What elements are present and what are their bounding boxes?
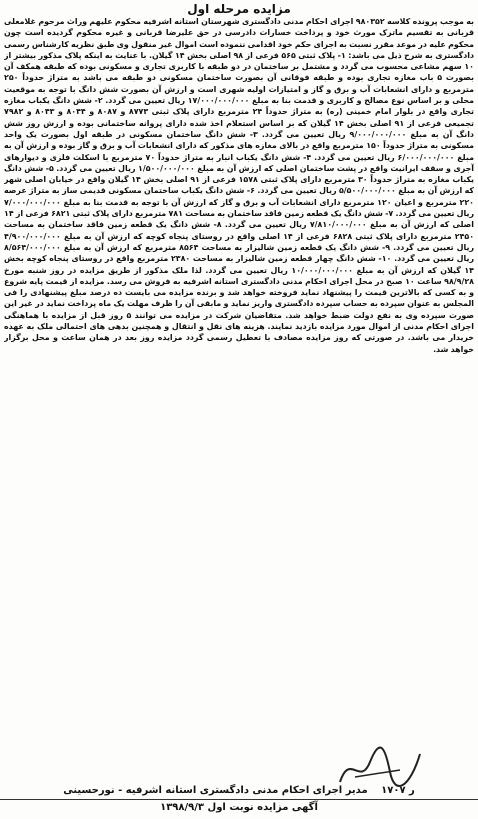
office-signatory: مدیر اجرای احکام مدنی دادگستری استانه اشرفیه - نورحسینی [63, 785, 368, 796]
notice-title: مزایده مرحله اول [187, 2, 291, 16]
notice-body: به موجب پرونده کلاسه ۹۸۰۳۵۲ اجرای احکام مدنی دادگستری شهرستان استانه اشرفیه محکوم علیهم وراث مرحوم غلامعلی قربانی به تقسیم ماترک مورث خود و پرداخت خسارات دادرسی در حق علیرضا قربانی و غیره محکوم گردیده است چون محکوم علیه در موعد مقرر نسبت به اجرای حکم خود اقدامی ننموده است اموال غیر منقول وی طبق نظریه کارشناس رسمی دادگستری به شرح ذیل می باشد: ۱- پلاک ثبتی ۵۶۵ فرعی از ۹۸ اصلی بخش ۱۴ گیلان. با عنایت به اینکه پلاک مذکور بیشتر از ۱۰ سهم مشاعی محسوب می گردد و مشتمل بر ساختمان در دو طبقه با کاربری تجاری و مسکونی بوده که طبقه همکف آن بصورت ۵ باب مغازه تجاری بوده و طبقه فوقانی آن بصورت ساختمان مسکونی دو طبقه می باشد به متراژ حدوداً ۲۵۰ مترمربع و دارای انشعابات آب و برق و گاز و امتیازات اولیه شهری است و ارزش آن بصورت شش دانگ با توجه به موقعیت محلی و بر اساس نوع مصالح و کاربری و قدمت بنا به مبلغ ۱۷/۰۰۰/۰۰۰/۰۰۰ ریال تعیین می گردد. ۲- شش دانگ یکباب مغازه تجاری واقع در بلوار امام خمینی (ره) به متراژ حدوداً ۲۴ مترمربع دارای پلاک ثبتی ۸۷۷۳ و ۸۰۸۷ و ۸۰۴۴ و ۸۰۴۳ و ۷۹۸۲ تجمیعی فرعی از ۹۱ اصلی بخش ۱۴ گیلان که بر اساس استعلام اخذ شده دارای پروانه ساختمانی بوده و ارزش روز شش دانگ آن به مبلغ ۹/۰۰۰/۰۰۰/۰۰۰ ریال تعیین می گردد. ۳- شش دانگ ساختمان مسکونی در طبقه اول بصورت یک واحد مسکونی به متراژ حدوداً ۱۵۰ مترمربع واقع در بالای مغازه های مذکور که دارای انشعابات آب و برق و گاز بوده و ارزش آن به مبلغ ۶/۰۰۰/۰۰۰/۰۰۰ ریال تعیین می گردد. ۴- شش دانگ یکباب انبار به متراژ حدوداً ۷۰ مترمربع با اسکلت فلزی و دیوارهای آجری و سقف ایرانیت واقع در پشت ساختمان اصلی که ارزش آن به مبلغ ۱/۵۰۰/۰۰۰/۰۰۰ ریال تعیین می گردد. ۵- شش دانگ یکباب مغازه به متراژ حدوداً ۳۰ مترمربع دارای پلاک ثبتی ۱۵۷۸ فرعی از ۹۱ اصلی بخش ۱۴ گیلان واقع در خیابان اصلی شهر که ارزش آن به مبلغ ۵/۵۰۰/۰۰۰/۰۰۰ ریال تعیین می گردد. ۶- شش دانگ یکباب ساختمان مسکونی قدیمی ساز به متراژ عرصه ۲۲۰ مترمربع و اعیان ۱۲۰ مترمربع دارای انشعابات آب و برق و گاز که ارزش آن با توجه به قدمت بنا به مبلغ ۷/۰۰۰/۰۰۰/۰۰۰ ریال تعیین می گردد. ۷- شش دانگ یک قطعه زمین فاقد ساختمان به مساحت ۷۸۱ مترمربع دارای پلاک ثبتی ۶۸۲۱ فرعی از ۱۴ اصلی که ارزش آن به مبلغ ۷/۸۱۰/۰۰۰/۰۰۰ ریال تعیین می گردد. ۸- شش دانگ یک قطعه زمین فاقد ساختمان به مساحت ۲۴۵۰ مترمربع دارای پلاک ثبتی ۶۸۲۸ فرعی از ۱۴ اصلی واقع در روستای پنجاه کوچه که ارزش آن به مبلغ ۴/۹۰۰/۰۰۰/۰۰۰ ریال تعیین می گردد. ۹- شش دانگ یک قطعه زمین شالیزار به مساحت ۸۵۶۴ مترمربع که ارزش آن به مبلغ ۸/۵۶۴/۰۰۰/۰۰۰ ریال تعیین می گردد. ۱۰- شش دانگ چهار قطعه زمین شالیزار به مساحت ۲۳۸۰ مترمربع واقع در روستای پنجاه کوچه بخش ۱۴ گیلان که ارزش آن به مبلغ ۱۰/۰۰۰/۰۰۰/۰۰۰ ریال تعیین می گردد. لذا ملک مذکور از طریق مزایده در روز شنبه مورخ ۹۸/۹/۲۸ ساعت ۱۰ صبح در محل اجرای احکام مدنی دادگستری استانه اشرفیه به فروش می رسد. مزایده از قیمت پایه شروع و به کسی که بالاترین قیمت را پیشنهاد نماید فروخته خواهد شد و برنده مزایده می بایست ده درصد مبلغ پیشنهادی را فی المجلس به عنوان سپرده به حساب سپرده دادگستری واریز نماید و مابقی آن را ظرف مهلت یک ماه پرداخت نماید در غیر این صورت سپرده وی به نفع دولت ضبط خواهد شد. متقاضیان شرکت در مزایده می توانند ۵ روز قبل از مزایده با هماهنگی اجرای احکام مدنی از اموال مورد مزایده بازدید نمایند. هزینه های نقل و انتقال و همچنین بدهی های احتمالی ملک به عهده خریدار می باشد. در صورتی که روز مزایده مصادف با تعطیل رسمی گردد مزایده روز بعد در همان ساعت و محل برگزار خواهد شد. [4, 17, 474, 354]
signature-line [10, 784, 468, 798]
notice-footer: آگهی مزایده نوبت اول ۱۳۹۸/۹/۳ [160, 802, 318, 813]
reference-number: ر ۱۷۰۷ [381, 785, 415, 796]
